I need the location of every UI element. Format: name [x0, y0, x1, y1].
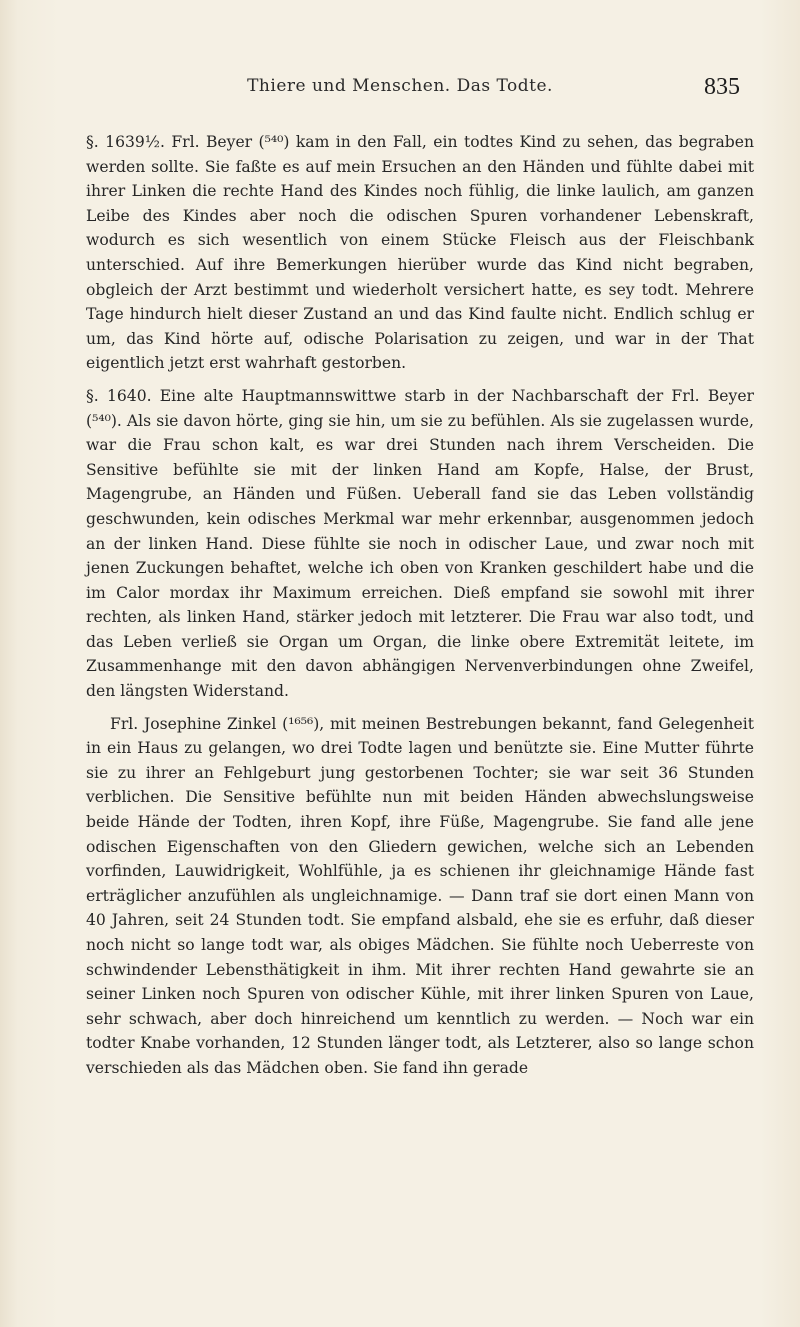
paragraph: §. 1640. Eine alte Hauptmannswittwe starb in der Nachbarschaft der Frl. Beyer (⁵⁴⁰). Als sie davon hörte, ging sie hin, um sie zu befühlen. Als sie zugelassen wurde, war die Frau schon kalt, es war drei Stunden nach ihrem Verscheiden. Die Sensitive befühlte sie mit der linken Hand am Kopfe, Halse, der Brust, Magengrube, an Händen und Füßen. Ueberall fand sie das Leben vollständig geschwunden, kein odisches Merkmal war mehr erkennbar, ausgenommen jedoch an der linken Hand. Diese fühlte sie noch in odischer Laue, und zwar noch mit jenen Zuckungen behaftet, welche ich oben von Kranken geschildert habe und die im Calor mordax ihr Maximum erreichen. Dieß empfand sie sowohl mit ihrer rechten, als linken Hand, stärker jedoch mit letzterer. Die Frau war also todt, und das Leben verließ sie Organ um Organ, die linke obere Extremität leitete, im Zusammenhange mit den davon abhängigen Nervenverbindungen ohne Zweifel, den längsten Widerstand. — [86, 386, 754, 701]
page-number: 835 — [704, 74, 740, 100]
page-header — [0, 74, 800, 104]
body-text — [86, 130, 754, 1089]
paragraph: §. 1639½. Frl. Beyer (⁵⁴⁰) kam in den Fall, ein todtes Kind zu sehen, das begraben werden sollte. Sie faßte es auf mein Ersuchen an den Händen und fühlte dabei mit ihrer Linken die rechte Hand des Kindes noch fühlig, die linke laulich, am ganzen Leibe des Kindes aber noch die odischen Spuren vorhandener Lebenskraft, wodurch es sich wesentlich von einem Stücke Fleisch aus der Fleischbank unterschied. Auf ihre Bemerkungen hierüber wurde das Kind nicht begraben, obgleich der Arzt bestimmt und wiederholt versichert hatte, es sey todt. Mehrere Tage hindurch hielt dieser Zustand an und das Kind faulte nicht. Endlich schlug er um, das Kind hörte auf, odische Polarisation zu zeigen, und war in der That eigentlich jetzt erst wahrhaft gestorben. — [86, 133, 754, 373]
paragraph: Frl. Josephine Zinkel (¹⁶⁵⁶), mit meinen Bestrebungen bekannt, fand Gelegenheit in ein Haus zu gelangen, wo drei Todte lagen und benützte sie. Eine Mutter führte sie zu ihrer an Fehlgeburt jung gestorbenen Tochter; sie war seit 36 Stunden verblichen. Die Sensitive befühlte nun mit beiden Händen abwechslungsweise beide Hände der Todten, ihren Kopf, ihre Füße, Magengrube. Sie fand alle jene odischen Eigenschaften von den Gliedern gewichen, welche sich an Lebenden vorfinden, Lauwidrigkeit, Wohlfühle, ja es schienen ihr gleichnamige Hände fast erträglicher anzufühlen als ungleichnamige. — Dann traf sie dort einen Mann von 40 Jahren, seit 24 Stunden todt. Sie empfand alsbald, ehe sie es erfuhr, daß dieser noch nicht so lange todt war, als obiges Mädchen. Sie fühlte noch Ueberreste von schwindender Lebensthätigkeit in ihm. Mit ihrer rechten Hand gewahrte sie an seiner Linken noch Spuren von odischer Kühle, mit ihrer linken Spuren von Laue, sehr schwach, aber doch hinreichend um kenntlich zu werden. — Noch war ein todter Knabe vorhanden, 12 Stunden länger todt, als Letzterer, also so lange schon verschieden als das Mädchen oben. Sie fand ihn gerade — [86, 714, 754, 1077]
running-title: Thiere und Menschen. Das Todte. — [247, 76, 553, 96]
